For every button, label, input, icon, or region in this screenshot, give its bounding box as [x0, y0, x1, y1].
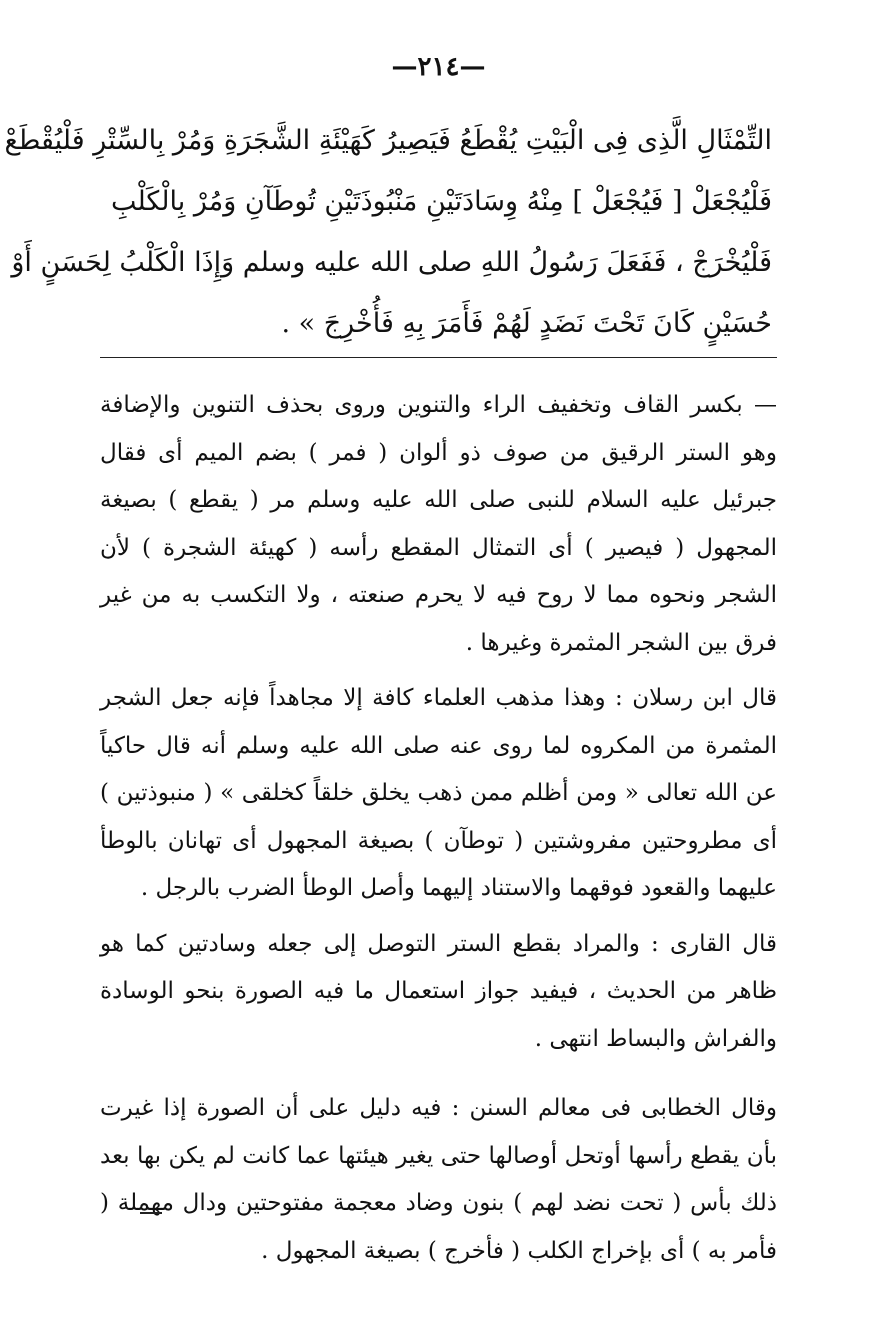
hadith-line: حُسَيْنٍ كَانَ تَحْتَ نَضَدٍ لَهُمْ فَأَمَرَ بِهِ فَأُخْرِجَ » .	[281, 308, 772, 339]
commentary-paragraph: — بكسر القاف وتخفيف الراء والتنوين وروى بحذف التنوين والإضافة وهو الستر الرقيق من صوف ذو ألوان ( فمر ) بضم الميم أى فقال جبرئيل عليه السلام للنبى صلى الله عليه وسلم مر ( يقطع ) بصيغة المجهول ( فيصير ) أى التمثال المقطع رأسه ( كهيئة الشجرة ) لأن الشجر ونحوه مما لا روح فيه لا يحرم صنعته ، ولا التكسب به من غير فرق بين الشجر المثمرة وغيرها .	[100, 392, 777, 656]
commentary-paragraph: وقال الخطابى فى معالم السنن : فيه دليل على أن الصورة إذا غيرت بأن يقطع رأسها أوتحل أوصالها حتى يغير هيئتها عما كانت لم يكن بها بعد ذلك بأس ( تحت نضد لهم ) بنون وضاد معجمة مفتوحتين ودال مهملة ( فأمر به ) أى بإخراج الكلب ( فأخرج ) بصيغة المجهول .	[100, 1095, 777, 1264]
hadith-line: التِّمْثَالِ الَّذِى فِى الْبَيْتِ يُقْطَعُ فَيَصِيرُ كَهَيْئَةِ الشَّجَرَةِ وَمُرْ بِالسِّتْرِ فَلْيُقْطَعْ	[4, 125, 772, 156]
page-number: —٢١٤—	[391, 52, 486, 82]
commentary-paragraph: قال ابن رسلان : وهذا مذهب العلماء كافة إلا مجاهداً فإنه جعل الشجر المثمرة من المكروه لما روى عنه صلى الله عليه وسلم أنه قال حاكياً عن الله تعالى « ومن أظلم ممن ذهب يخلق خلقاً كخلقى » ( منبوذتين ) أى مطروحتين مفروشتين ( توطآن ) بصيغة المجهول أى تهانان بالوطأ عليهما والقعود فوقهما والاستناد إليهما وأصل الوطأ الضرب بالرجل .	[100, 685, 777, 901]
hadith-text	[4, 110, 772, 354]
hadith-line: فَلْيُخْرَجْ ، فَفَعَلَ رَسُولُ اللهِ صلى الله عليه وسلم وَإِذَا الْكَلْبُ لِحَسَنٍ أَوْ	[11, 247, 772, 278]
section-divider	[100, 357, 777, 358]
commentary-text	[100, 382, 777, 1283]
commentary-paragraph: قال القارى : والمراد بقطع الستر التوصل إلى جعله وسادتين كما هو ظاهر من الحديث ، فيفيد جواز استعمال ما فيه الصورة بنحو الوسادة والفراش والبساط انتهى .	[100, 930, 777, 1052]
end-dash	[140, 1212, 162, 1214]
hadith-line: فَلْيُجْعَلْ [ فَيُجْعَلْ ] مِنْهُ وِسَادَتَيْنِ مَنْبُوذَتَيْنِ تُوطَآنِ وَمُرْ بِالْكَلْبِ	[110, 186, 772, 217]
